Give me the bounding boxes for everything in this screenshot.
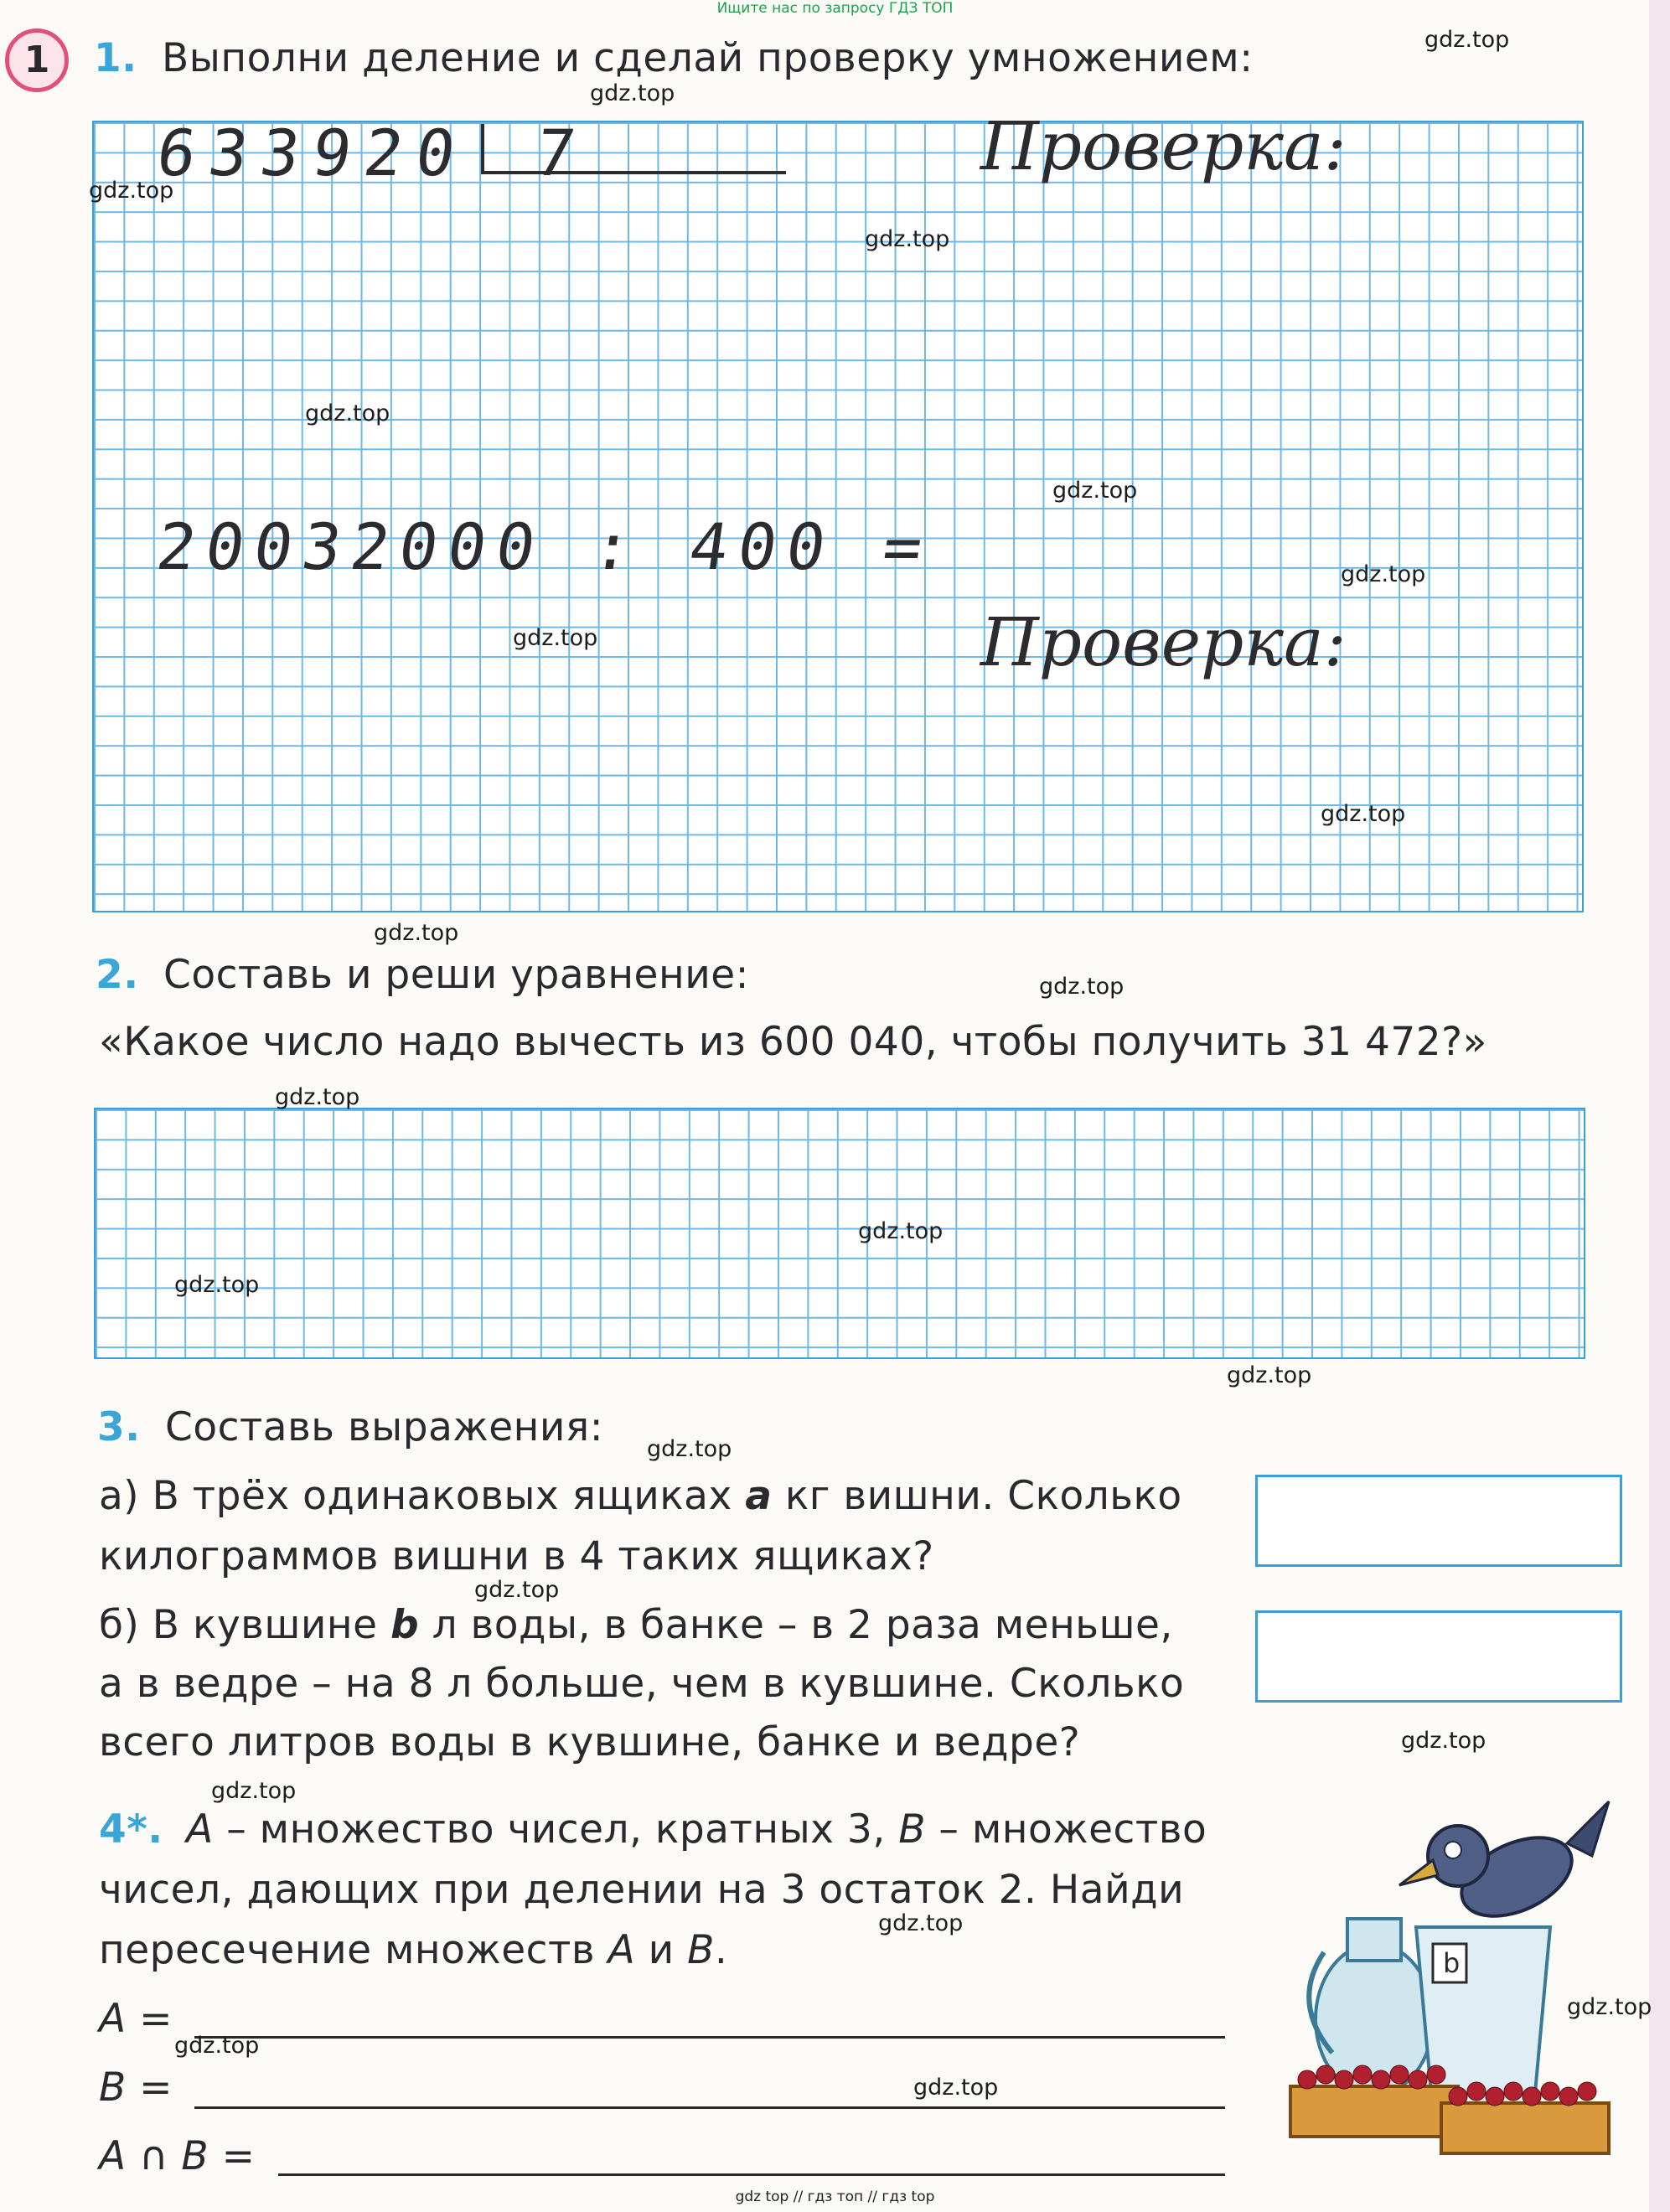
task1-check2: Проверка: xyxy=(980,603,1347,681)
watermark: gdz.top xyxy=(1227,1362,1312,1388)
task3-b-after: л воды, в банке – в 2 раза меньше, xyxy=(419,1602,1173,1648)
task3-a-var: a xyxy=(745,1473,773,1519)
page-edge xyxy=(1649,0,1670,2212)
page-badge xyxy=(5,28,69,92)
watermark: gdz.top xyxy=(865,226,950,252)
task3-title: Составь выражения: xyxy=(165,1404,604,1450)
task1-number: 1. xyxy=(94,35,137,81)
page-badge-number: 1 xyxy=(23,39,50,81)
task4-label-ab: A ∩ B = xyxy=(99,2133,256,2179)
task1-division-corner xyxy=(481,124,786,174)
task2-line2: «Какое число надо вычесть из 600 040, чтобы получить 31 472?» xyxy=(99,1019,1487,1065)
watermark: gdz.top xyxy=(590,80,675,106)
task4-line3 xyxy=(99,1920,727,1981)
crow-eye xyxy=(1445,1842,1461,1858)
task4-answer-line-b[interactable] xyxy=(194,2106,1225,2109)
task4-line3-end: . xyxy=(714,1927,728,1973)
watermark: gdz.top xyxy=(878,1910,964,1936)
watermark: gdz.top xyxy=(1321,801,1406,827)
task3-b-line2: а в ведре – на 8 л больше, чем в кувшине. Сколько xyxy=(99,1661,1185,1707)
watermark: gdz.top xyxy=(305,401,390,426)
task3-b-before: б) В кувшине xyxy=(99,1602,390,1648)
task2-grid[interactable] xyxy=(94,1108,1585,1359)
task4-answer-line-a[interactable] xyxy=(194,2036,1225,2039)
task4-line2: чисел, дающих при делении на 3 остаток 2. Найди xyxy=(99,1867,1185,1913)
watermark: gdz.top xyxy=(1424,27,1510,53)
crow-illustration xyxy=(1274,1776,1626,2170)
task3-b-line3: всего литров воды в кувшине, банке и ведре? xyxy=(99,1719,1081,1765)
task4-line1-end: – множество xyxy=(925,1806,1207,1853)
task3-a-after: кг вишни. Сколько xyxy=(772,1473,1182,1519)
task2-number: 2. xyxy=(96,952,139,998)
cherry-crate-right xyxy=(1441,2103,1609,2153)
task2-text: Составь и реши уравнение: xyxy=(163,952,749,998)
task3-a-line2: килограммов вишни в 4 таких ящиках? xyxy=(99,1533,934,1579)
task4-label-b: B = xyxy=(99,2065,173,2111)
task4-set-a: A xyxy=(186,1806,214,1853)
watermark: gdz.top xyxy=(275,1084,360,1110)
watermark: gdz.top xyxy=(211,1778,297,1804)
top-banner: Ищите нас по запросу ГДЗ ТОП xyxy=(716,0,954,17)
crow-tail xyxy=(1567,1801,1609,1856)
watermark: gdz.top xyxy=(1567,1994,1652,2020)
watermark: gdz.top xyxy=(1341,561,1426,587)
watermark: gdz.top xyxy=(89,178,174,204)
task4-number: 4*. xyxy=(99,1806,163,1853)
task4-label-a: A = xyxy=(99,1996,173,2042)
task3-b-var: b xyxy=(390,1602,420,1648)
task1-text: Выполни деление и сделай проверку умножением: xyxy=(162,35,1254,81)
footer-text: gdz top // гдз топ // гдз top xyxy=(735,2189,935,2205)
watermark: gdz.top xyxy=(474,1577,560,1603)
watermark: gdz.top xyxy=(1039,974,1125,1000)
task4-set-b: B xyxy=(898,1806,926,1853)
watermark: gdz.top xyxy=(174,1272,260,1298)
task4-line3-before: пересечение множеств xyxy=(99,1927,608,1973)
bucket-label-text: b xyxy=(1443,1947,1461,1979)
task3-heading xyxy=(97,1398,603,1458)
task4-line3-mid: и xyxy=(635,1927,688,1973)
task3-number: 3. xyxy=(97,1404,141,1450)
task4-line1 xyxy=(99,1800,1207,1860)
task1-check1: Проверка: xyxy=(980,107,1347,185)
task4-line3-b: B xyxy=(687,1927,715,1973)
watermark: gdz.top xyxy=(647,1436,732,1462)
watermark: gdz.top xyxy=(858,1218,944,1244)
task3-b-answer-box[interactable] xyxy=(1255,1610,1622,1703)
watermark: gdz.top xyxy=(1052,478,1138,504)
task2-line1 xyxy=(96,945,749,1005)
watermark: gdz.top xyxy=(513,625,598,651)
watermark: gdz.top xyxy=(1401,1728,1486,1754)
task4-answer-line-ab[interactable] xyxy=(278,2173,1225,2176)
watermark: gdz.top xyxy=(174,2033,260,2059)
task1-divisor: 7 xyxy=(530,116,594,190)
task4-line3-a: A xyxy=(608,1927,636,1973)
cherry-crate-left xyxy=(1290,2086,1458,2137)
task1-dividend: 633920 xyxy=(152,116,473,190)
task1-division2: 20032000 : 400 = xyxy=(152,509,938,584)
jug-neck xyxy=(1347,1919,1401,1961)
task4-line1-mid: – множество чисел, кратных 3, xyxy=(213,1806,899,1853)
watermark: gdz.top xyxy=(913,2075,999,2101)
task3-a-before: а) В трёх одинаковых ящиках xyxy=(99,1473,746,1519)
task3-a-answer-box[interactable] xyxy=(1255,1475,1622,1567)
crow-beak xyxy=(1399,1860,1438,1885)
task3-b-line1 xyxy=(99,1595,1173,1656)
task3-a-line1 xyxy=(99,1466,1182,1527)
watermark: gdz.top xyxy=(374,920,459,946)
